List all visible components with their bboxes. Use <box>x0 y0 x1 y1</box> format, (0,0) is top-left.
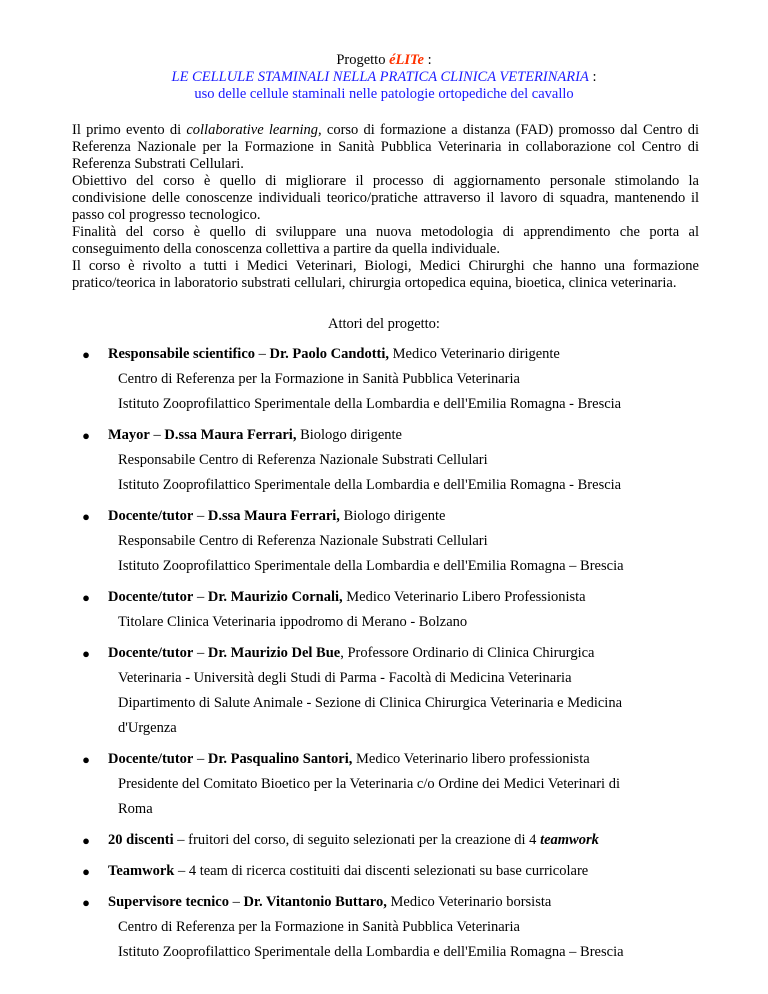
header-line-2 <box>0 69 768 86</box>
actor-description: , Professore Ordinario di Clinica Chirurgica <box>340 645 595 661</box>
actor-item <box>108 751 590 768</box>
intro-text <box>72 122 699 292</box>
section-title: Attori del progetto: <box>328 316 440 332</box>
bullet-icon: ● <box>82 428 90 443</box>
actor-name: Dr. Maurizio Del Bue <box>207 645 341 661</box>
actor-detail-line: Responsabile Centro di Referenza Nazionale Substrati Cellulari <box>118 452 488 468</box>
header-colon: : <box>424 52 432 68</box>
actor-detail-line: Istituto Zooprofilattico Sperimentale della Lombardia e dell'Emilia Romagna – Brescia <box>118 558 624 574</box>
actor-description: fruitori del corso, di seguito selezionati per la creazione di 4 <box>188 832 541 848</box>
bullet-icon: ● <box>82 895 90 910</box>
actor-separator: – <box>255 346 270 362</box>
actor-role: Docente/tutor <box>108 645 194 661</box>
actor-role: Supervisore tecnico <box>108 894 229 910</box>
actor-item <box>108 346 560 363</box>
actor-item <box>108 832 599 849</box>
course-subtitle: uso delle cellule staminali nelle patologie ortopediche del cavallo <box>194 86 574 102</box>
intro-paragraph-2: Obiettivo del corso è quello di migliorare il processo di aggiornamento personale stimolando la condivisione delle conoscenze individuali teorico/pratiche attraverso il lavoro di squadra, mantenendo il passo col progresso tecnologico. <box>72 173 699 223</box>
actor-item <box>108 863 588 880</box>
actor-separator: – <box>228 894 244 910</box>
actor-role: 20 discenti <box>108 832 174 848</box>
actor-detail-line: Titolare Clinica Veterinaria ippodromo di Merano - Bolzano <box>118 614 468 630</box>
actor-name: D.ssa Maura Ferrari, <box>164 427 297 443</box>
bullet-icon: ● <box>82 646 90 661</box>
actor-detail-line: Roma <box>118 801 153 817</box>
actor-detail-line: Veterinaria - Università degli Studi di Parma - Facoltà di Medicina Veterinaria <box>118 670 572 686</box>
actor-role: Teamwork <box>108 863 175 879</box>
bullet-icon: ● <box>82 347 90 362</box>
intro-paragraph-1: Il primo evento di collaborative learning, corso di formazione a distanza (FAD) promosso dal Centro di Referenza Nazionale per la Formazione in Sanità Pubblica Veterinaria in collaborazione col Centro di Referenza Substrati Cellulari. <box>72 122 700 172</box>
actor-separator: – <box>193 645 208 661</box>
actor-name: Dr. Vitantonio Buttaro, <box>243 894 387 910</box>
actor-separator: – <box>193 751 208 767</box>
actor-name: D.ssa Maura Ferrari, <box>207 508 340 524</box>
actor-separator: – <box>149 427 165 443</box>
header-line-1 <box>0 52 768 69</box>
actor-description: Medico Veterinario Libero Professionista <box>342 589 586 605</box>
actor-item <box>108 894 551 911</box>
bullet-icon: ● <box>82 752 90 767</box>
actor-detail-line: Centro di Referenza per la Formazione in Sanità Pubblica Veterinaria <box>118 919 520 935</box>
actor-description: Medico Veterinario dirigente <box>389 346 560 362</box>
actor-item <box>108 645 594 662</box>
intro-paragraph-4: Il corso è rivolto a tutti i Medici Veterinari, Biologi, Medici Chirurghi che hanno una formazione pratico/teorica in laboratorio substrati cellulari, chirurgia ortopedica equina, bioetica, clinica veterinaria. <box>72 258 699 291</box>
actor-detail-line: d'Urgenza <box>118 720 177 736</box>
actor-description: Biologo dirigente <box>339 508 446 524</box>
actor-role: Docente/tutor <box>108 751 194 767</box>
header-colon-2: : <box>588 69 597 85</box>
actor-item <box>108 427 402 444</box>
actor-separator: – <box>173 832 189 848</box>
actor-name: Dr. Paolo Candotti, <box>269 346 390 362</box>
actor-detail-line: Presidente del Comitato Bioetico per la Veterinaria c/o Ordine dei Medici Veterinari di <box>118 776 620 792</box>
bullet-icon: ● <box>82 509 90 524</box>
actor-role: Responsabile scientifico <box>108 346 256 362</box>
actor-detail-line: Dipartimento di Salute Animale - Sezione di Clinica Chirurgica Veterinaria e Medicina <box>118 695 623 711</box>
actor-description: Biologo dirigente <box>296 427 402 443</box>
actor-detail-line: Responsabile Centro di Referenza Nazionale Substrati Cellulari <box>118 533 488 549</box>
project-brand: éLITe <box>389 52 424 68</box>
actor-item <box>108 508 445 525</box>
actor-role: Docente/tutor <box>108 508 194 524</box>
actor-emphasis: teamwork <box>540 832 599 848</box>
document-header <box>0 52 768 103</box>
actor-description: Medico Veterinario borsista <box>386 894 552 910</box>
actor-detail-line: Istituto Zooprofilattico Sperimentale della Lombardia e dell'Emilia Romagna – Brescia <box>118 944 624 960</box>
actor-detail-line: Centro di Referenza per la Formazione in Sanità Pubblica Veterinaria <box>118 371 520 387</box>
actor-description: Medico Veterinario libero professionista <box>352 751 590 767</box>
bullet-icon: ● <box>82 833 90 848</box>
bullet-icon: ● <box>82 590 90 605</box>
actor-detail-line: Istituto Zooprofilattico Sperimentale della Lombardia e dell'Emilia Romagna - Brescia <box>118 477 622 493</box>
actor-name: Dr. Maurizio Cornali, <box>207 589 343 605</box>
actor-separator: – <box>174 863 189 879</box>
bullet-icon: ● <box>82 864 90 879</box>
actor-item <box>108 589 586 606</box>
actor-name: Dr. Pasqualino Santori, <box>207 751 353 767</box>
intro-paragraph-3: Finalità del corso è quello di sviluppare una nuova metodologia di apprendimento che porta al conseguimento della conoscenza collettiva a partire da quella individuale. <box>72 224 699 257</box>
actor-separator: – <box>193 589 208 605</box>
actor-description: 4 team di ricerca costituiti dai discenti selezionati su base curricolare <box>188 863 589 879</box>
actor-role: Docente/tutor <box>108 589 194 605</box>
actor-role: Mayor <box>108 427 150 443</box>
header-project-label: Progetto <box>336 52 390 68</box>
actor-detail-line: Istituto Zooprofilattico Sperimentale della Lombardia e dell'Emilia Romagna - Brescia <box>118 396 622 412</box>
emphasis-collaborative-learning: collaborative learning, <box>186 122 322 138</box>
course-title: LE CELLULE STAMINALI NELLA PRATICA CLINICA VETERINARIA <box>171 69 589 85</box>
actor-separator: – <box>193 508 208 524</box>
